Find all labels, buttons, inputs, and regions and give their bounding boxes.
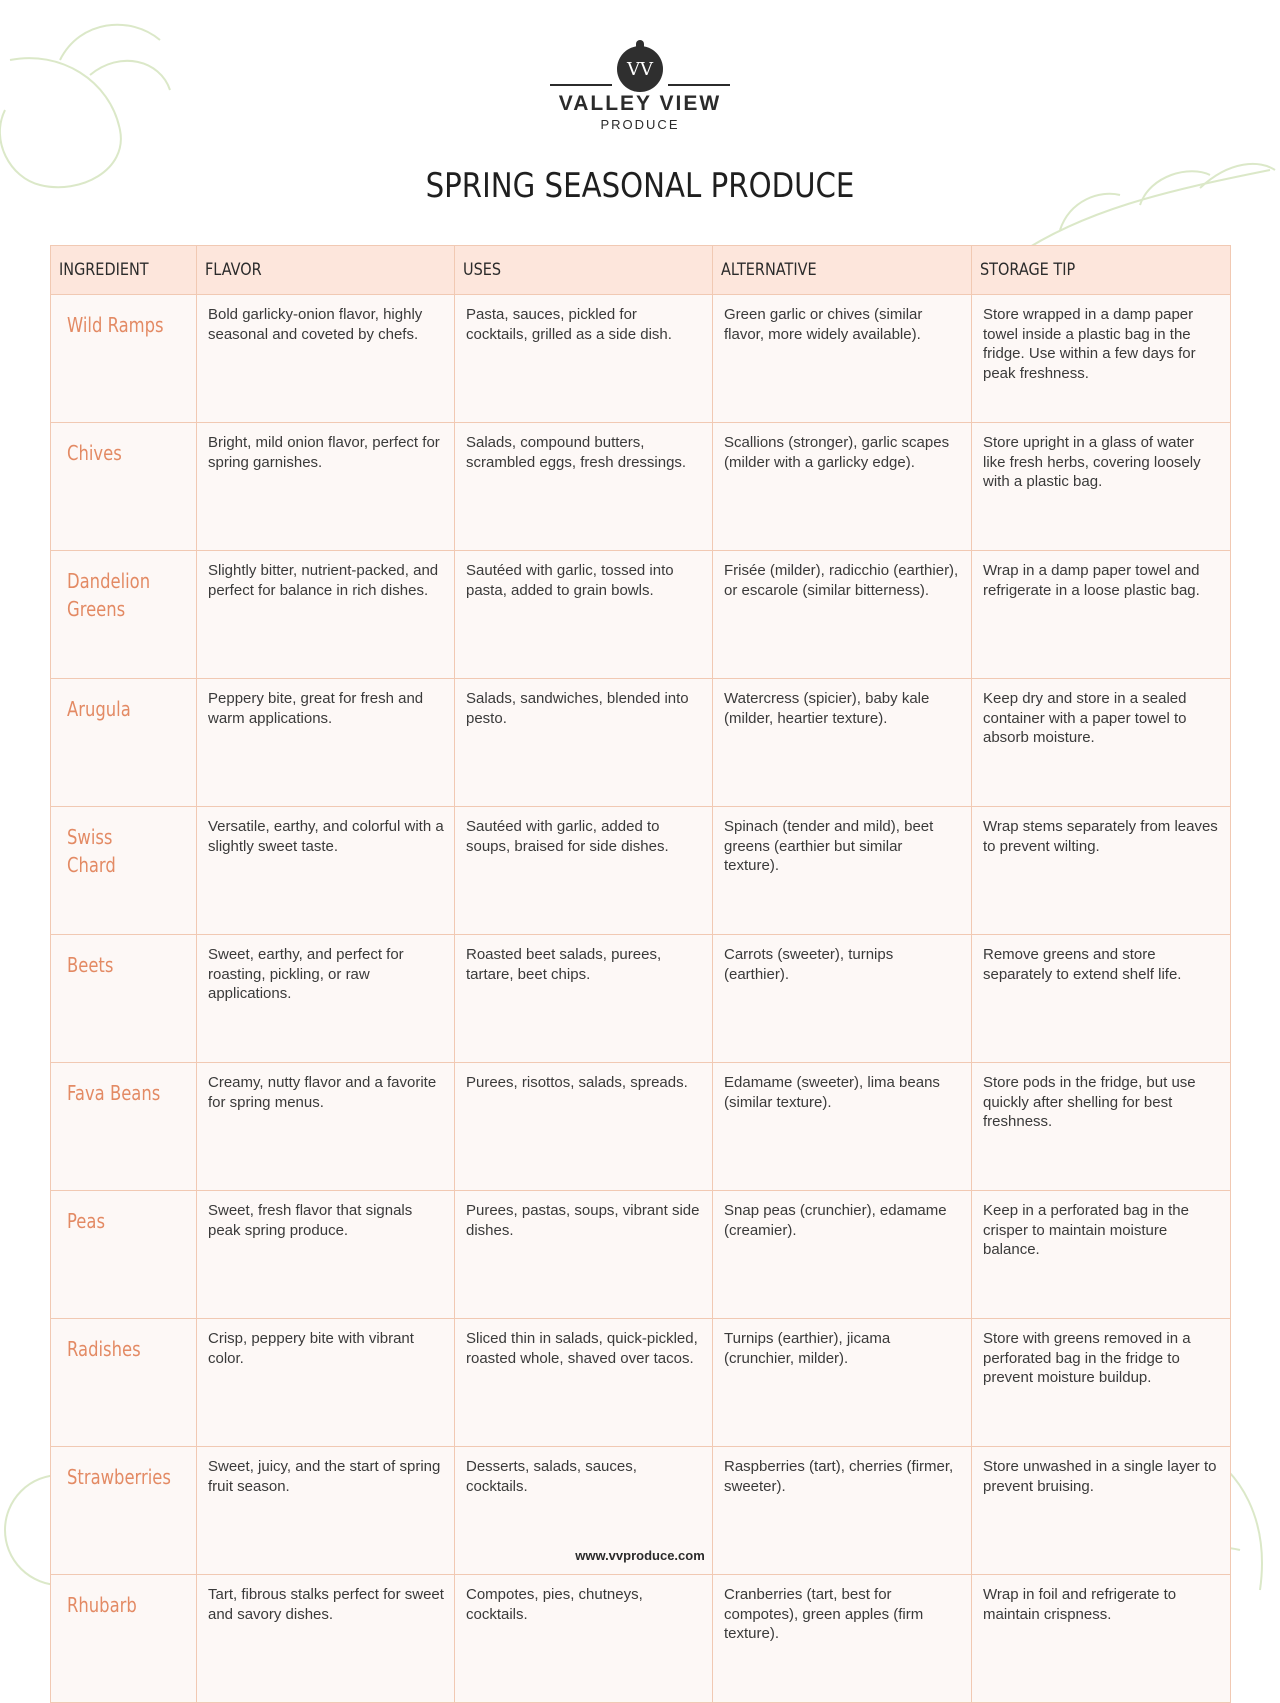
- header-ingredient: INGREDIENT: [51, 246, 197, 295]
- storage-tip-cell: Store pods in the fridge, but use quickly after shelling for best freshness.: [972, 1063, 1231, 1191]
- ingredient-cell: Wild Ramps: [51, 295, 197, 423]
- flavor-cell: Creamy, nutty flavor and a favorite for spring menus.: [197, 1063, 455, 1191]
- storage-tip-cell: Store unwashed in a single layer to prevent bruising.: [972, 1447, 1231, 1575]
- uses-cell: Salads, sandwiches, blended into pesto.: [455, 679, 713, 807]
- header-uses: USES: [455, 246, 713, 295]
- alternative-cell: Cranberries (tart, best for compotes), green apples (firm texture).: [713, 1575, 972, 1703]
- alternative-cell: Carrots (sweeter), turnips (earthier).: [713, 935, 972, 1063]
- flavor-cell: Slightly bitter, nutrient-packed, and perfect for balance in rich dishes.: [197, 551, 455, 679]
- alternative-cell: Raspberries (tart), cherries (firmer, sweeter).: [713, 1447, 972, 1575]
- logo-rule-left: [550, 84, 612, 86]
- table-row: [51, 551, 1231, 679]
- table-row: [51, 295, 1231, 423]
- table-row: [51, 1191, 1231, 1319]
- table-row: [51, 679, 1231, 807]
- storage-tip-cell: Remove greens and store separately to extend shelf life.: [972, 935, 1231, 1063]
- ingredient-cell: Strawberries: [51, 1447, 197, 1575]
- flavor-cell: Tart, fibrous stalks perfect for sweet and savory dishes.: [197, 1575, 455, 1703]
- table-row: [51, 423, 1231, 551]
- uses-cell: Sautéed with garlic, added to soups, braised for side dishes.: [455, 807, 713, 935]
- ingredient-cell: Fava Beans: [51, 1063, 197, 1191]
- alternative-cell: Turnips (earthier), jicama (crunchier, milder).: [713, 1319, 972, 1447]
- uses-cell: Desserts, salads, sauces, cocktails.: [455, 1447, 713, 1575]
- logo-monogram: VV: [617, 46, 663, 92]
- table-row: [51, 1575, 1231, 1703]
- brand-name: VALLEY VIEW: [558, 92, 722, 115]
- alternative-cell: Frisée (milder), radicchio (earthier), or escarole (similar bitterness).: [713, 551, 972, 679]
- flavor-cell: Versatile, earthy, and colorful with a slightly sweet taste.: [197, 807, 455, 935]
- table-row: [51, 1319, 1231, 1447]
- ingredient-cell: Chives: [51, 423, 197, 551]
- storage-tip-cell: Keep in a perforated bag in the crisper to maintain moisture balance.: [972, 1191, 1231, 1319]
- storage-tip-cell: Store wrapped in a damp paper towel inside a plastic bag in the fridge. Use within a few days for peak freshness.: [972, 295, 1231, 423]
- alternative-cell: Watercress (spicier), baby kale (milder, heartier texture).: [713, 679, 972, 807]
- table-body: [51, 295, 1231, 1703]
- uses-cell: Sautéed with garlic, tossed into pasta, added to grain bowls.: [455, 551, 713, 679]
- alternative-cell: Snap peas (crunchier), edamame (creamier).: [713, 1191, 972, 1319]
- alternative-cell: Spinach (tender and mild), beet greens (earthier but similar texture).: [713, 807, 972, 935]
- storage-tip-cell: Store upright in a glass of water like fresh herbs, covering loosely with a plastic bag.: [972, 423, 1231, 551]
- storage-tip-cell: Wrap in a damp paper towel and refrigerate in a loose plastic bag.: [972, 551, 1231, 679]
- header-flavor: FLAVOR: [197, 246, 455, 295]
- table-row: [51, 807, 1231, 935]
- table-header-row: [51, 246, 1231, 295]
- ingredient-cell: Rhubarb: [51, 1575, 197, 1703]
- flavor-cell: Bright, mild onion flavor, perfect for spring garnishes.: [197, 423, 455, 551]
- storage-tip-cell: Wrap in foil and refrigerate to maintain crispness.: [972, 1575, 1231, 1703]
- alternative-cell: Green garlic or chives (similar flavor, more widely available).: [713, 295, 972, 423]
- ingredient-cell: Arugula: [51, 679, 197, 807]
- footer-website: www.vvproduce.com: [575, 1548, 705, 1563]
- uses-cell: Purees, risottos, salads, spreads.: [455, 1063, 713, 1191]
- logo-mark: [550, 40, 730, 90]
- storage-tip-cell: Store with greens removed in a perforated bag in the fridge to prevent moisture buildup.: [972, 1319, 1231, 1447]
- uses-cell: Pasta, sauces, pickled for cocktails, grilled as a side dish.: [455, 295, 713, 423]
- flavor-cell: Sweet, earthy, and perfect for roasting, pickling, or raw applications.: [197, 935, 455, 1063]
- ingredient-cell: Swiss Chard: [51, 807, 197, 935]
- table-row: [51, 1063, 1231, 1191]
- page-title: SPRING SEASONAL PRODUCE: [425, 166, 855, 206]
- storage-tip-cell: Keep dry and store in a sealed container with a paper towel to absorb moisture.: [972, 679, 1231, 807]
- flavor-cell: Sweet, fresh flavor that signals peak spring produce.: [197, 1191, 455, 1319]
- ingredient-cell: Peas: [51, 1191, 197, 1319]
- logo-rule-right: [668, 84, 730, 86]
- brand-subtitle: PRODUCE: [600, 117, 680, 132]
- header-storage-tip: STORAGE TIP: [972, 246, 1231, 295]
- produce-table: [50, 245, 1231, 1703]
- flavor-cell: Peppery bite, great for fresh and warm applications.: [197, 679, 455, 807]
- uses-cell: Purees, pastas, soups, vibrant side dishes.: [455, 1191, 713, 1319]
- uses-cell: Compotes, pies, chutneys, cocktails.: [455, 1575, 713, 1703]
- storage-tip-cell: Wrap stems separately from leaves to prevent wilting.: [972, 807, 1231, 935]
- uses-cell: Salads, compound butters, scrambled eggs, fresh dressings.: [455, 423, 713, 551]
- brand-logo: [0, 40, 1280, 132]
- alternative-cell: Edamame (sweeter), lima beans (similar texture).: [713, 1063, 972, 1191]
- ingredient-cell: Radishes: [51, 1319, 197, 1447]
- table-row: [51, 935, 1231, 1063]
- flavor-cell: Bold garlicky-onion flavor, highly seasonal and coveted by chefs.: [197, 295, 455, 423]
- flavor-cell: Sweet, juicy, and the start of spring fruit season.: [197, 1447, 455, 1575]
- header-alternative: ALTERNATIVE: [713, 246, 972, 295]
- uses-cell: Sliced thin in salads, quick-pickled, roasted whole, shaved over tacos.: [455, 1319, 713, 1447]
- flavor-cell: Crisp, peppery bite with vibrant color.: [197, 1319, 455, 1447]
- ingredient-cell: Dandelion Greens: [51, 551, 197, 679]
- ingredient-cell: Beets: [51, 935, 197, 1063]
- alternative-cell: Scallions (stronger), garlic scapes (milder with a garlicky edge).: [713, 423, 972, 551]
- uses-cell: Roasted beet salads, purees, tartare, beet chips.: [455, 935, 713, 1063]
